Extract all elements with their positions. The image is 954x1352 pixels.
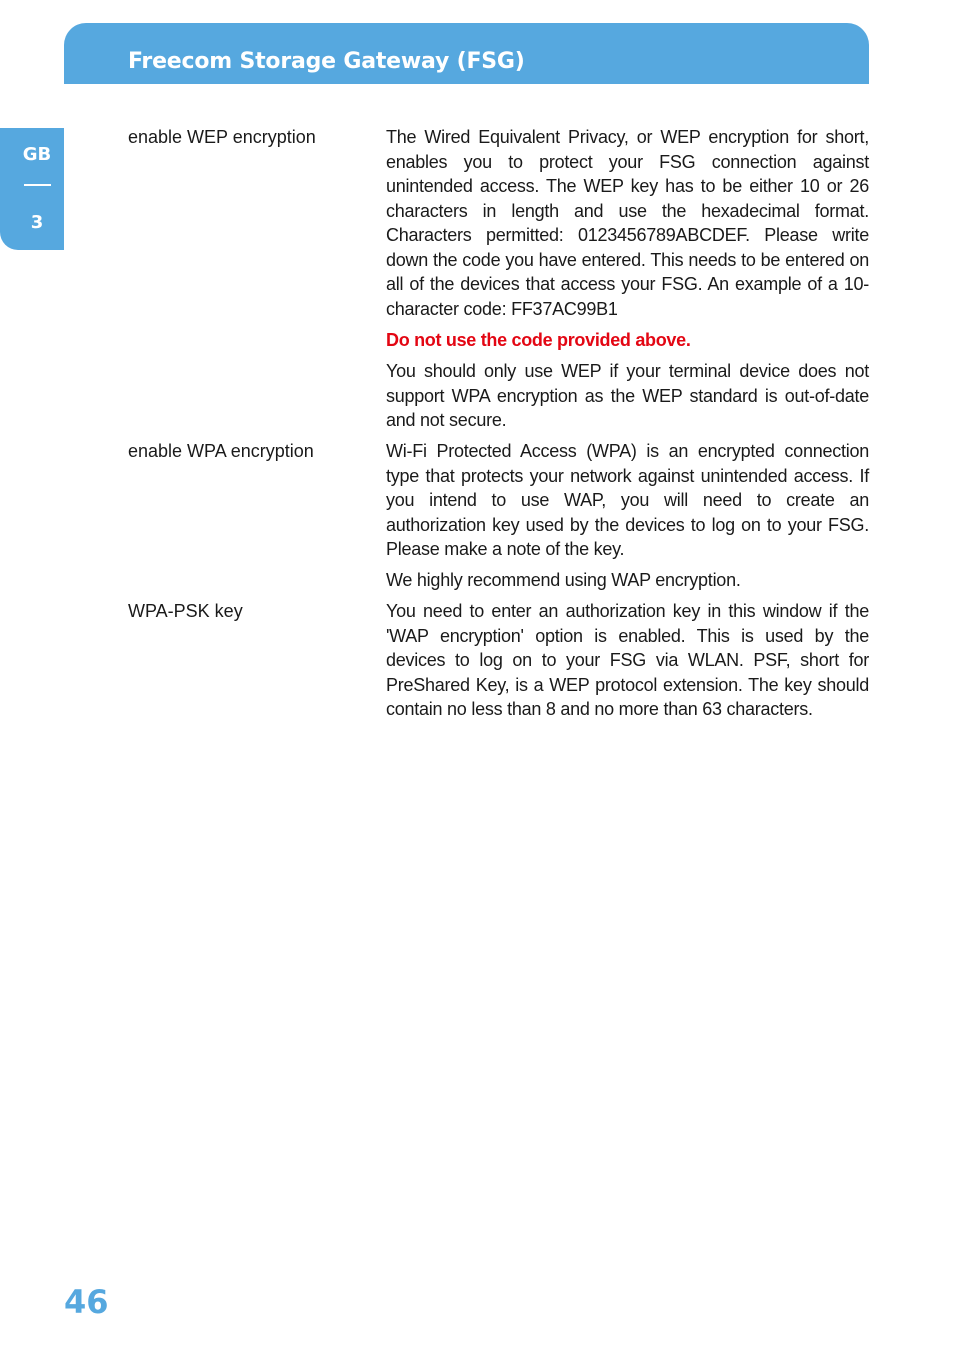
term-wpa-psk-key: WPA-PSK key — [128, 601, 243, 621]
description-paragraph: You should only use WEP if your terminal device does not support WPA encryption as the WEP standard is out-of-date and not secure. — [386, 361, 869, 430]
term-enable-wpa: enable WPA encryption — [128, 441, 314, 461]
warning-note: Do not use the code provided above. — [386, 330, 691, 350]
description-paragraph: We highly recommend using WAP encryption. — [386, 570, 741, 590]
term-enable-wep: enable WEP encryption — [128, 127, 316, 147]
language-label: GB — [22, 144, 52, 165]
description-paragraph: The Wired Equivalent Privacy, or WEP encryption for short, enables you to protect your FSG connection against unintended access. The WEP key has to be either 10 or 26 characters in length and use the hexadecimal format. Characters permitted: 0123456789ABCDEF. Please write down the code you have entered. This needs to be entered on all of the devices that access your FSG. An example of a 10-character code: FF37AC99B1 — [386, 127, 869, 319]
side-tab — [0, 128, 64, 250]
description-paragraph: You need to enter an authorization key in this window if the 'WAP encryption' option is enabled. This is used by the devices to log on to your FSG via WLAN. PSF, short for PreShared Key, is a WEP protocol extension. The key should contain no less than 8 and no more than 63 characters. — [386, 601, 869, 719]
chapter-number: 3 — [30, 212, 44, 233]
description-paragraph: Wi-Fi Protected Access (WPA) is an encrypted connection type that protects your network against unintended access. If you intend to use WAP, you will need to create an authorization key used by the devices to log on to your FSG. Please make a note of the key. — [386, 441, 869, 559]
page-title: Freecom Storage Gateway (FSG) — [128, 49, 525, 74]
side-tab-divider — [24, 184, 51, 186]
page-number: 46 — [64, 1283, 109, 1321]
